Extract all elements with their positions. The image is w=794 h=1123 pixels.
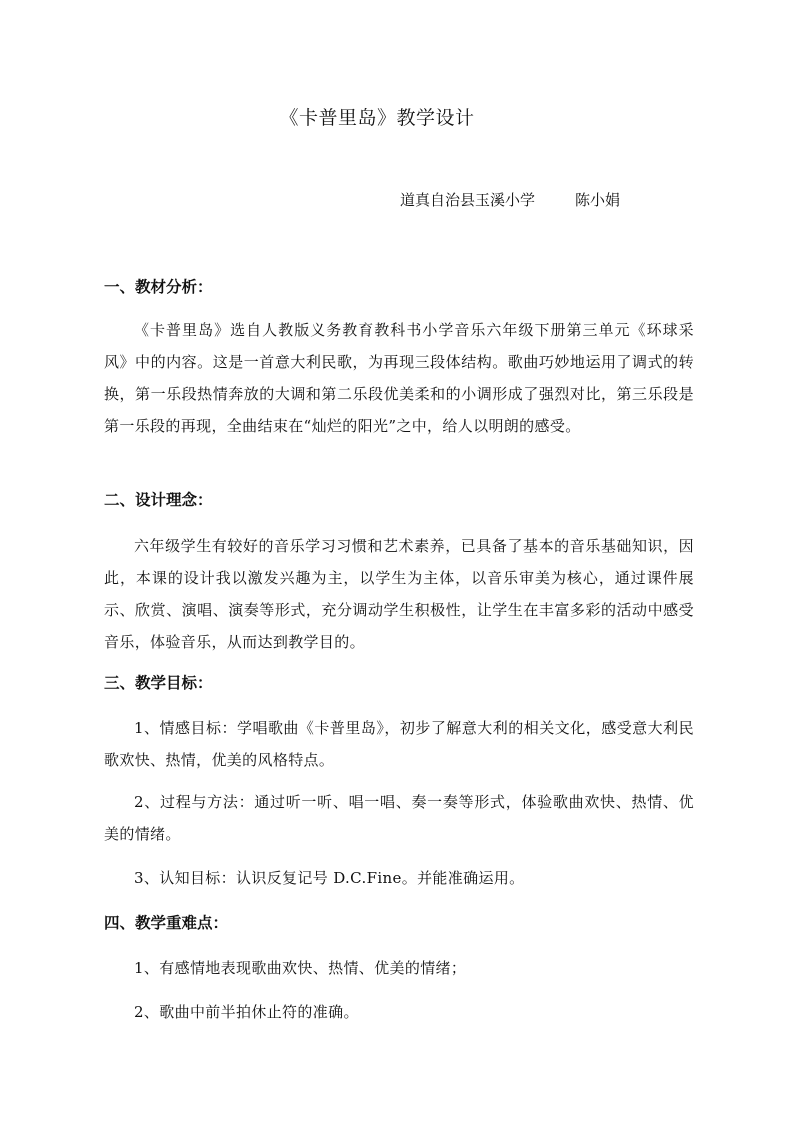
author-name: 陈小娟 <box>575 191 621 209</box>
section-paragraph-textbook-analysis: 《卡普里岛》选自人教版义务教育教科书小学音乐六年级下册第三单元《环球采风》中的内容。这是一首意大利民歌，为再现三段体结构。歌曲巧妙地运用了调式的转换，第一乐段热情奔放的大调和第二乐段优美柔和的小调形成了强烈对比，第三乐段是第一乐段的再现，全曲结束在“灿烂的阳光”之中，给人以明朗的感受。 <box>104 321 694 435</box>
goal-item-process: 2、过程与方法：通过听一听、唱一唱、奏一奏等形式，体验歌曲欢快、热情、优美的情绪。 <box>104 793 694 843</box>
section-paragraph-design-concept: 六年级学生有较好的音乐学习习惯和艺术素养，已具备了基本的音乐基础知识，因此，本课的设计我以激发兴趣为主，以学生为主体，以音乐审美为核心，通过课件展示、欣赏、演唱、演奏等形式，充分调动学生积极性，让学生在丰富多彩的活动中感受音乐，体验音乐，从而达到教学目的。 <box>104 537 694 651</box>
section-heading-teaching-goals: 三、教学目标： <box>104 674 213 692</box>
section-heading-key-points: 四、教学重难点： <box>104 914 229 932</box>
goal-item-cognition: 3、认知目标：认识反复记号 D.C.Fine。并能准确运用。 <box>134 869 525 887</box>
section-heading-design-concept: 二、设计理念： <box>104 491 213 509</box>
document-title: 《卡普里岛》教学设计 <box>279 107 475 129</box>
goal-item-emotion: 1、情感目标：学唱歌曲《卡普里岛》，初步了解意大利的相关文化，感受意大利民歌欢快、热情，优美的风格特点。 <box>104 719 694 769</box>
key-point-item-1: 1、有感情地表现歌曲欢快、热情、优美的情绪； <box>134 959 467 977</box>
key-point-item-2: 2、歌曲中前半拍休止符的准确。 <box>134 1003 359 1021</box>
section-heading-textbook-analysis: 一、教材分析： <box>104 278 213 296</box>
author-school: 道真自治县玉溪小学 <box>400 191 536 209</box>
author-line <box>400 187 620 213</box>
